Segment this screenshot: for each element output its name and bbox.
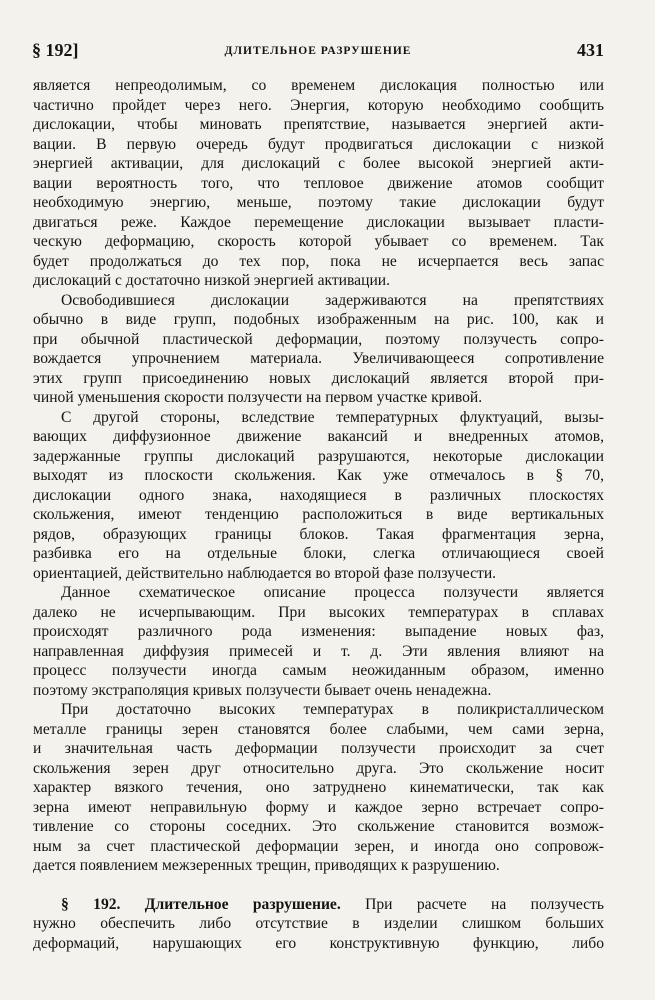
- text-line: разбивка его на отдельные блоки, слегка отличающиеся своей: [33, 545, 604, 562]
- text-line: скольжения, имеют тенденцию расположиться в виде вертикальных: [33, 506, 604, 523]
- text-line: двигаться реже. Каждое перемещение дислокации вызывает пласти-: [33, 213, 604, 231]
- text-line: дислокации одного знака, находящиеся в различных плоскостях: [33, 486, 604, 504]
- text-line: выходят из плоскости скольжения. Как уже отмечалось в § 70,: [33, 467, 604, 484]
- text-line: При достаточно высоких температурах в поликристаллическом: [61, 701, 604, 718]
- text-line: дислокации, чтобы миновать препятствие, называется энергией акти-: [33, 116, 604, 133]
- text-line: Данное схематическое описание процесса ползучести является: [61, 584, 604, 601]
- text-line: нужно обеспечить либо отсутствие в изделии слишком больших: [33, 915, 604, 932]
- text-line: необходимую энергию, меньше, поэтому такие дислокации будут: [33, 194, 604, 211]
- text-line: зерна имеют неправильную форму и каждое зерно встречает сопро-: [33, 798, 604, 816]
- text-line: направленная диффузия примесей и т. д. Эти явления влияют на: [33, 642, 604, 660]
- text-line: при обычной пластической деформации, поэтому ползучесть сопро-: [33, 330, 604, 348]
- text-line: вации. В первую очередь будут продвигаться дислокации с низкой: [33, 135, 604, 153]
- header-running-title: ДЛИТЕЛЬНОЕ РАЗРУШЕНИЕ: [224, 45, 412, 57]
- text-line: и значительная часть деформации ползучести происходит за счет: [33, 740, 604, 757]
- text-line: скольжения зерен друг относительно друга. Это скольжение носит: [33, 759, 604, 777]
- text-line: происходят различного рода изменения: выпадение новых фаз,: [33, 623, 604, 640]
- header-section-ref: § 192]: [32, 40, 79, 60]
- section-heading: § 192. Длительное разрушение.: [61, 895, 341, 913]
- text-line: дается появлением межзеренных трещин, приводящих к разрушению.: [33, 857, 500, 874]
- main-text: [33, 76, 604, 953]
- text-line: ным за счет пластической деформации зерен, и иногда оно сопровож-: [33, 837, 604, 855]
- text-line: рядов, образующих границы блоков. Такая фрагментация зерна,: [33, 525, 604, 543]
- text-line: дислокаций с достаточно низкой энергией активации.: [33, 272, 391, 289]
- text-line: вации вероятность того, что тепловое движение атомов сообщит: [33, 174, 604, 192]
- text-line: характер вязкого течения, оно затруднено кинематически, так как: [33, 779, 604, 796]
- text-line: будет продолжаться до тех пор, пока не исчерпается весь запас: [33, 252, 604, 270]
- text-line: процесс ползучести иногда самым неожиданным образом, именно: [33, 662, 604, 679]
- text-line: тивление со стороны соседних. Это скольжение становится возмож-: [33, 818, 604, 835]
- text-line: далеко не исчерпывающим. При высоких температурах в сплавах: [33, 603, 604, 621]
- text-line: задержанные группы дислокаций разрушаются, некоторые дислокации: [33, 447, 604, 465]
- text-line: обычно в виде групп, подобных изображенным на рис. 100, как и: [33, 311, 604, 328]
- text-line: частично пройдет через него. Энергия, которую необходимо сообщить: [33, 96, 604, 114]
- section-first-line-text: При расчете на ползучесть: [340, 895, 604, 913]
- text-line: ориентацией, действительно наблюдается во второй фазе ползучести.: [33, 564, 497, 582]
- text-line: вающих диффузионное движение вакансий и внедренных атомов,: [33, 428, 604, 445]
- text-line: металле границы зерен становятся более слабыми, чем сами зерна,: [33, 720, 604, 738]
- running-header: [32, 40, 604, 66]
- text-line: С другой стороны, вследствие температурных флуктуаций, вызы-: [61, 408, 604, 426]
- text-line: Освободившиеся дислокации задерживаются на препятствиях: [61, 291, 604, 309]
- text-line: поэтому экстраполяция кривых ползучести бывает очень ненадежна.: [33, 681, 492, 699]
- text-line: деформаций, нарушающих его конструктивную функцию, либо: [33, 934, 604, 952]
- text-line: чиной уменьшения скорости ползучести на первом участке кривой.: [33, 389, 483, 406]
- section-first-line: [33, 895, 604, 915]
- text-line: энергией активации, для дислокаций с более высокой энергией акти-: [33, 155, 604, 172]
- text-line: ческую деформацию, скорость которой убывает со временем. Так: [33, 233, 604, 250]
- text-line: является непреодолимым, со временем дислокация полностью или: [33, 77, 604, 94]
- page-number: 431: [577, 40, 604, 60]
- text-line: этих групп присоединению новых дислокаций является второй при-: [33, 369, 604, 387]
- text-line: вождается упрочнением материала. Увеличивающееся сопротивление: [33, 350, 604, 367]
